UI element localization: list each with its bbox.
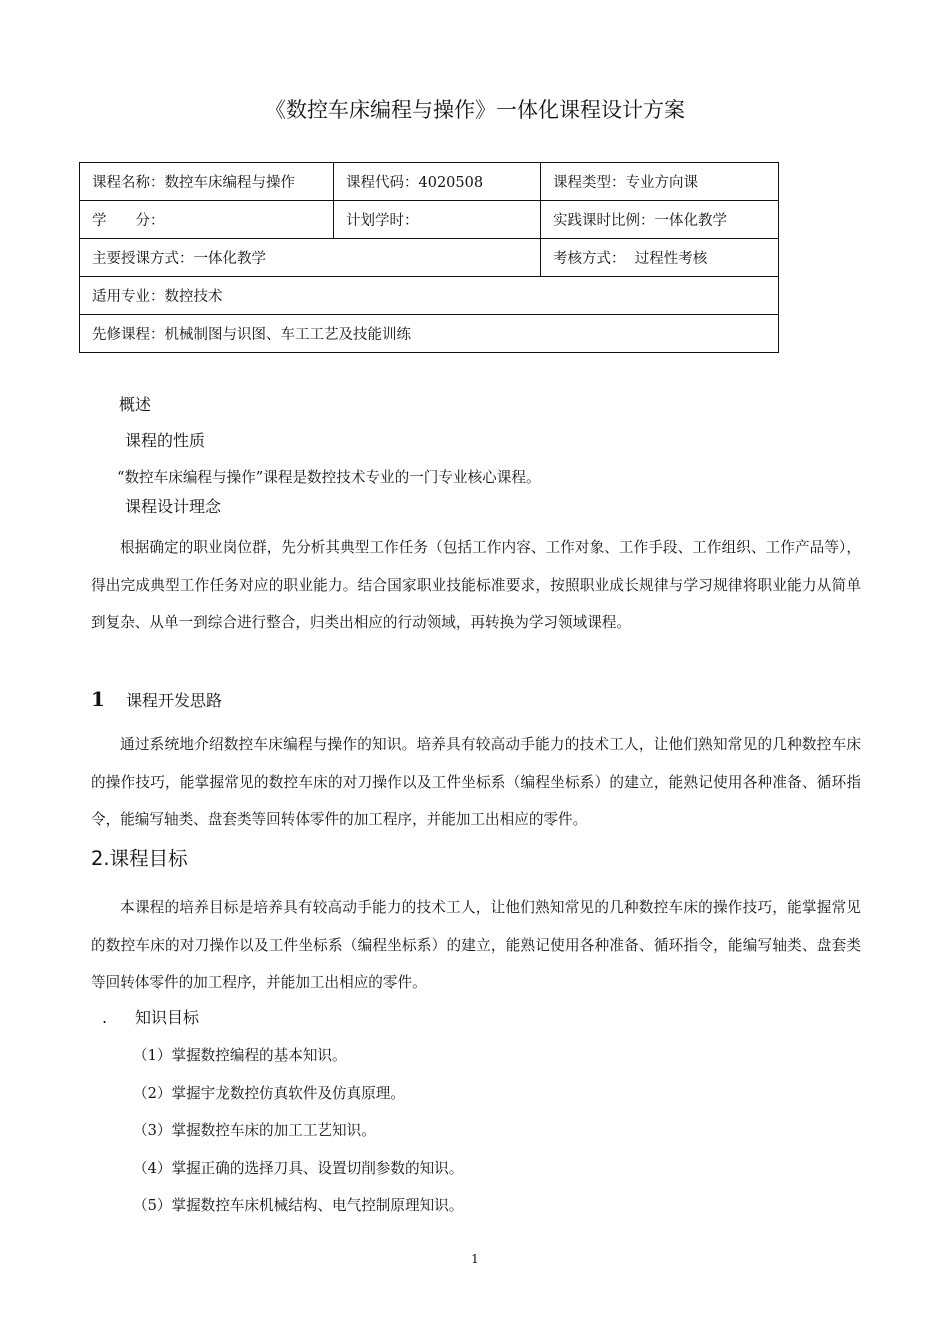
knowledge-marker: . xyxy=(102,1008,108,1027)
section1-number: 1 xyxy=(91,687,105,711)
section1-paragraph: 通过系统地介绍数控车床编程与操作的知识。培养具有较高动手能力的技术工人，让他们熟知常见的几种数控车床的操作技巧，能掌握常见的数控车床的对刀操作以及工件坐标系（编程坐标系）的建立，能熟记使用各种准备、循环指令，能编写轴类、盘套类等回转体零件的加工程序，并能加工出相应的零件。 xyxy=(91,736,861,828)
section2-paragraph: 本课程的培养目标是培养具有较高动手能力的技术工人，让他们熟知常见的几种数控车床的操作技巧，能掌握常见的数控车床的对刀操作以及工件坐标系（编程坐标系）的建立，能熟记使用各种准备、循环指令，能编写轴类、盘套类等回转体零件的加工程序，并能加工出相应的零件。 xyxy=(91,899,861,991)
concept-paragraph: 根据确定的职业岗位群，先分析其典型工作任务（包括工作内容、工作对象、工作手段、工作组织、工作产品等），得出完成典型工作任务对应的职业能力。结合国家职业技能标准要求，按照职业成长规律与学习规律将职业能力从简单到复杂、从单一到综合进行整合，归类出相应的行动领域，再转换为学习领域课程。 xyxy=(91,539,861,631)
table-row xyxy=(80,277,779,315)
nature-heading: 课程的性质 xyxy=(125,431,206,450)
knowledge-heading: 知识目标 xyxy=(135,1008,200,1027)
major-cell: 适用专业：数控技术 xyxy=(80,277,779,315)
nature-text: “数控车床编程与操作”课程是数控技术专业的一门专业核心课程。 xyxy=(117,469,541,486)
list-item: （1）掌握数控编程的基本知识。 xyxy=(133,1047,347,1064)
planned-hours-cell: 计划学时： xyxy=(334,201,541,239)
course-info-table xyxy=(79,162,779,353)
section1-heading: 课程开发思路 xyxy=(126,691,223,710)
prerequisites-cell: 先修课程：机械制图与识图、车工工艺及技能训练 xyxy=(80,315,779,353)
table-row xyxy=(80,315,779,353)
table-row xyxy=(80,163,779,201)
document-title: 《数控车床编程与操作》一体化课程设计方案 xyxy=(265,98,685,122)
course-name-cell: 课程名称：数控车床编程与操作 xyxy=(80,163,334,201)
list-item: （4）掌握正确的选择刀具、设置切削参数的知识。 xyxy=(133,1160,464,1177)
assessment-cell: 考核方式： 过程性考核 xyxy=(541,239,779,277)
table-row xyxy=(80,201,779,239)
practice-ratio-cell: 实践课时比例：一体化教学 xyxy=(541,201,779,239)
course-code-cell: 课程代码：4020508 xyxy=(334,163,541,201)
concept-heading: 课程设计理念 xyxy=(125,497,222,516)
credits-cell: 学 分： xyxy=(80,201,334,239)
page-number: 1 xyxy=(471,1252,479,1266)
list-item: （2）掌握宇龙数控仿真软件及仿真原理。 xyxy=(133,1085,405,1102)
section2-heading: 2.课程目标 xyxy=(91,847,188,870)
overview-heading: 概述 xyxy=(119,395,152,414)
list-item: （3）掌握数控车床的加工工艺知识。 xyxy=(133,1122,376,1139)
course-type-cell: 课程类型：专业方向课 xyxy=(541,163,779,201)
list-item: （5）掌握数控车床机械结构、电气控制原理知识。 xyxy=(133,1197,464,1214)
teaching-method-cell: 主要授课方式：一体化教学 xyxy=(80,239,541,277)
table-row xyxy=(80,239,779,277)
